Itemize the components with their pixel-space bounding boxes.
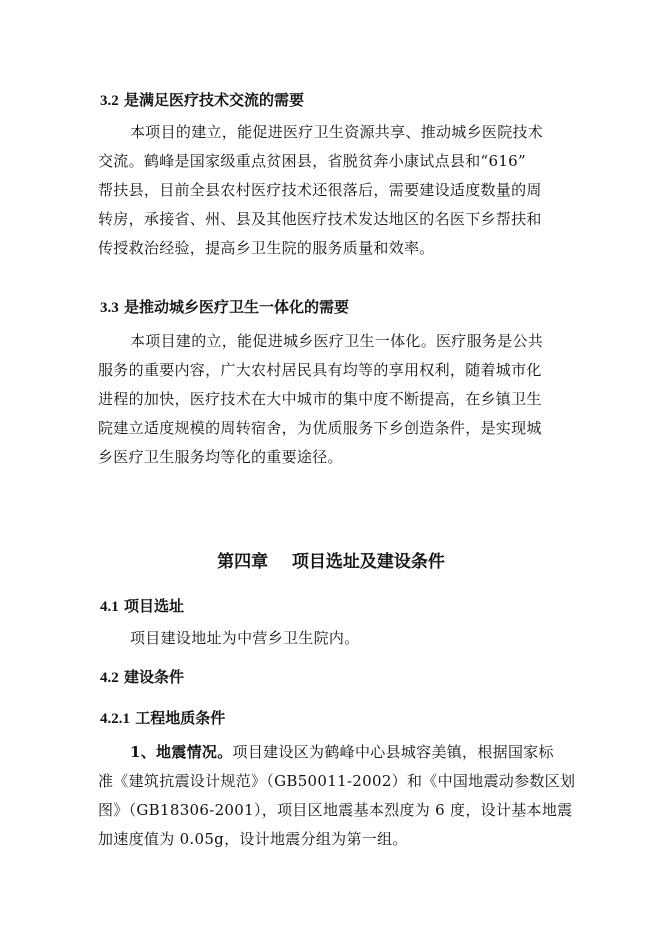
section-number: 4.2.1	[100, 711, 130, 727]
section-number: 4.2	[100, 670, 119, 686]
section-title: 项目选址	[123, 597, 184, 615]
paragraph-lead: 1、地震情况。	[130, 743, 233, 761]
paragraph-line: 本项目建的立，能促进城乡医疗卫生一体化。医疗服务是公共	[130, 332, 544, 350]
paragraph-line: 乡医疗卫生服务均等化的重要途径。	[98, 448, 343, 466]
paragraph-line: 院建立适度规模的周转宿舍，为优质服务下乡创造条件，是实现城	[98, 419, 542, 437]
paragraph-line: 进程的加快，医疗技术在大中城市的集中度不断提高，在乡镇卫生	[98, 390, 542, 408]
paragraph-line: 交流。鹤峰是国家级重点贫困县，省脱贫奔小康试点县和“616”	[98, 152, 526, 170]
paragraph-line: 帮扶县，目前全县农村医疗技术还很落后，需要建设适度数量的周	[98, 181, 542, 199]
section-title: 是推动城乡医疗卫生一体化的需要	[123, 298, 349, 316]
paragraph-4-1	[98, 624, 568, 653]
paragraph-line: 本项目的建立，能促进医疗卫生资源共享、推动城乡医院技术	[130, 123, 544, 141]
section-heading-3-3	[100, 297, 349, 318]
section-title: 建设条件	[123, 668, 184, 686]
paragraph-line	[98, 738, 568, 767]
section-heading-4-2-1	[100, 708, 225, 729]
paragraph-line: 服务的重要内容，广大农村居民具有均等的享用权利，随着城市化	[98, 361, 542, 379]
section-title: 工程地质条件	[135, 709, 226, 727]
section-heading-3-2	[100, 90, 304, 111]
chapter-title: 第四章 项目选址及建设条件	[217, 552, 445, 572]
paragraph-line: 图》（GB18306-2001），项目区地震基本烈度为 6 度，设计基本地震	[98, 801, 573, 819]
section-number: 4.1	[100, 599, 119, 615]
paragraph-line: 传授救治经验，提高乡卫生院的服务质量和效率。	[98, 239, 435, 257]
section-number: 3.3	[100, 300, 119, 316]
paragraph-4-2-1	[98, 738, 576, 854]
section-title: 是满足医疗技术交流的需要	[123, 91, 304, 109]
paragraph-line: 加速度值为 0.05g，设计地震分组为第一组。	[98, 830, 408, 848]
paragraph-line: 项目建设地址为中营乡卫生院内。	[130, 629, 360, 647]
paragraph-text: 项目建设区为鹤峰中心县城容美镇，根据国家标	[232, 743, 554, 761]
section-heading-4-1	[100, 596, 184, 617]
section-heading-4-2	[100, 667, 184, 688]
paragraph-3-3	[98, 327, 568, 472]
paragraph-3-2	[98, 118, 568, 263]
paragraph-line: 转房，承接省、州、县及其他医疗技术发达地区的名医下乡帮扶和	[98, 210, 542, 228]
paragraph-line: 准《建筑抗震设计规范》（GB50011-2002）和《中国地震动参数区划	[98, 772, 576, 790]
section-number: 3.2	[100, 93, 119, 109]
